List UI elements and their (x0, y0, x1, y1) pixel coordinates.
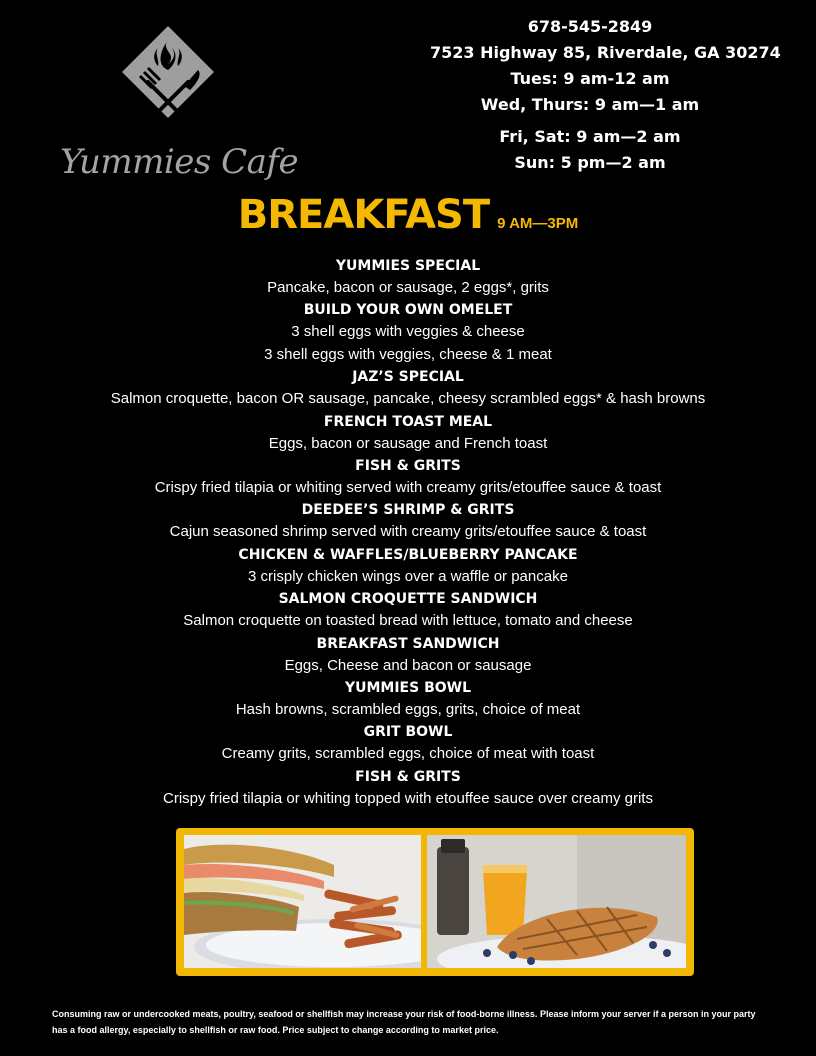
menu-item-name: BREAKFAST SANDWICH (316, 635, 500, 652)
menu-item-description: Salmon croquette on toasted bread with lettuce, tomato and cheese (183, 612, 633, 630)
section-hours: 9 AM—3PM (497, 215, 579, 232)
menu-item-name: YUMMIES BOWL (344, 679, 472, 696)
menu-item-name: YUMMIES SPECIAL (335, 258, 481, 274)
menu-item-description: Eggs, Cheese and bacon or sausage (284, 656, 532, 674)
menu-item-description: Crispy fried tilapia or whiting topped with etouffee sauce over creamy grits (163, 789, 653, 807)
fork-knife-flame-icon (118, 24, 218, 136)
waffle-photo (427, 835, 686, 968)
menu-item-description: Hash browns, scrambled eggs, grits, choice of meat (235, 700, 581, 718)
menu-item-description: Salmon croquette, bacon OR sausage, pancake, cheesy scrambled eggs* & hash browns (110, 390, 706, 408)
phone-number: 678-545-2849 (527, 17, 653, 36)
menu-item-description: Creamy grits, scrambled eggs, choice of meat with toast (221, 745, 595, 763)
hours-line: Wed, Thurs: 9 am—1 am (480, 95, 700, 114)
food-safety-disclaimer: Consuming raw or undercooked meats, poultry, seafood or shellfish may increase your risk of food-borne illness. Please inform your server if a person in your party has a food allergy, especially to shellfish or raw food. Price subject to change according to market price. (52, 1009, 756, 1035)
menu-item-description: 3 shell eggs with veggies & cheese (291, 323, 525, 341)
menu-item-description: 3 shell eggs with veggies, cheese & 1 meat (264, 345, 552, 363)
section-title: BREAKFAST (237, 192, 490, 238)
menu-item-name: SALMON CROQUETTE SANDWICH (278, 591, 538, 608)
menu-item-description: Eggs, bacon or sausage and French toast (268, 434, 548, 452)
hours-line: Tues: 9 am-12 am (510, 69, 670, 88)
menu-item-name: FISH & GRITS (355, 457, 461, 474)
brand-name: Yummies Cafe (60, 142, 299, 182)
hours-line: Fri, Sat: 9 am—2 am (499, 127, 681, 146)
address: 7523 Highway 85, Riverdale, GA 30274 (430, 43, 781, 62)
menu-item-name: CHICKEN & WAFFLES/BLUEBERRY PANCAKE (238, 546, 578, 563)
waffle-photo-icon (427, 835, 686, 968)
menu-item-description: Crispy fried tilapia or whiting served with creamy grits/etouffee sauce & toast (154, 478, 662, 496)
brand-logo (60, 18, 299, 193)
menu-item-description: Pancake, bacon or sausage, 2 eggs*, grits (267, 279, 549, 296)
sandwich-photo (184, 835, 421, 968)
menu-item-name: JAZ’S SPECIAL (352, 369, 464, 386)
menu-item-name: DEEDEE’S SHRIMP & GRITS (301, 502, 515, 519)
menu-item-name: FISH & GRITS (355, 768, 461, 785)
breakfast-menu (0, 255, 816, 810)
food-photos-frame (176, 828, 694, 976)
menu-item-name: BUILD YOUR OWN OMELET (303, 302, 513, 319)
menu-item-description: Cajun seasoned shrimp served with creamy grits/etouffee sauce & toast (169, 523, 647, 541)
menu-item-name: GRIT BOWL (363, 724, 453, 741)
hours-line: Sun: 5 pm—2 am (514, 153, 666, 172)
menu-item-description: 3 crisply chicken wings over a waffle or pancake (248, 567, 568, 585)
menu-item-name: FRENCH TOAST MEAL (323, 413, 493, 430)
sandwich-photo-icon (184, 835, 421, 968)
contact-block (430, 14, 781, 176)
section-heading (0, 192, 816, 238)
